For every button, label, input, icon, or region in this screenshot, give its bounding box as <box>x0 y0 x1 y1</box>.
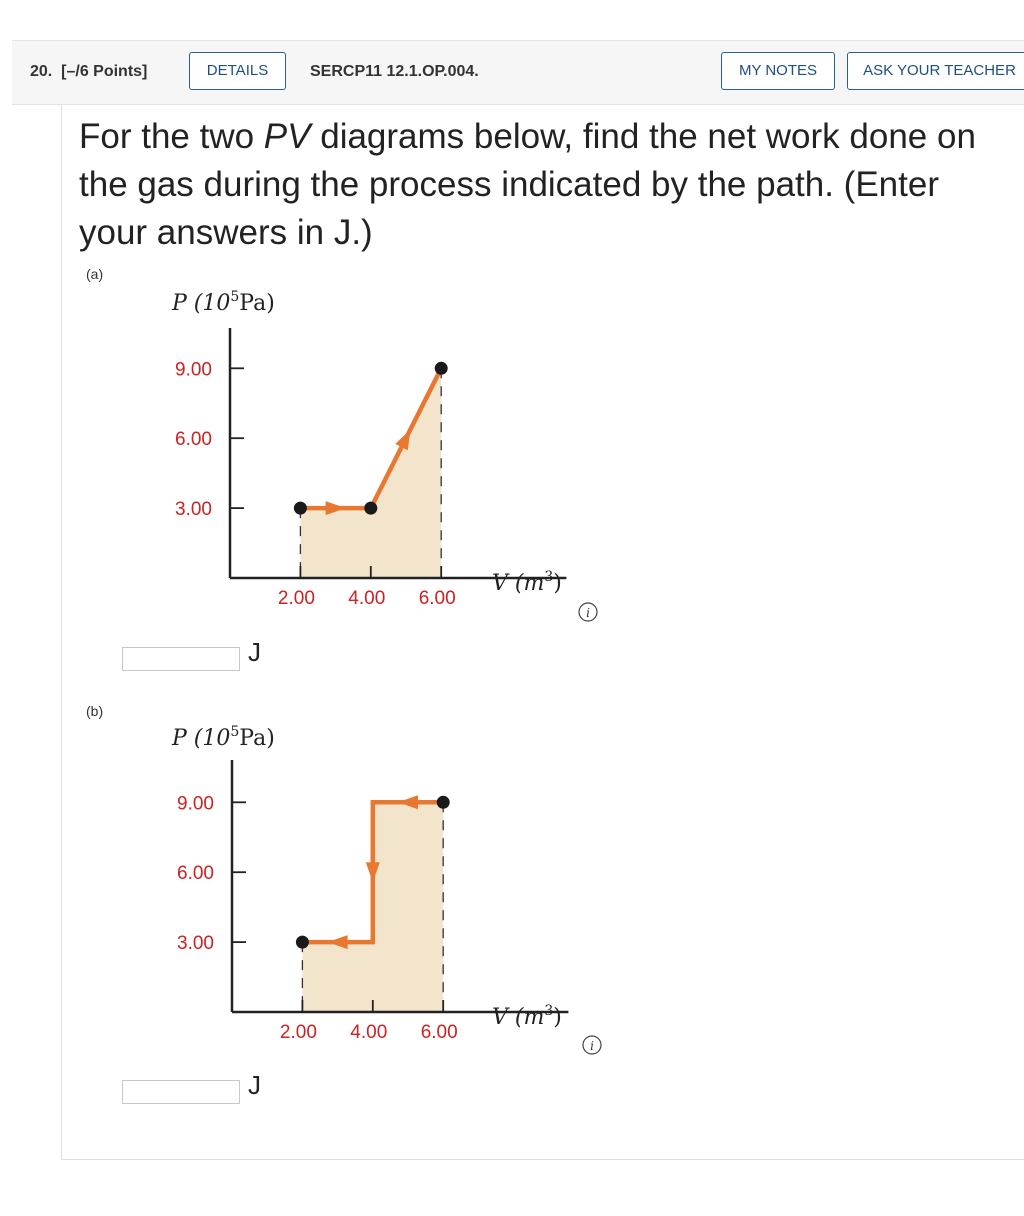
y-axis-label-base: P (10 <box>172 291 231 316</box>
question-text <box>79 113 1009 257</box>
y-axis-label-base: P (10 <box>172 726 231 751</box>
details-button[interactable]: DETAILS <box>189 52 286 90</box>
question-text-after: diagrams below, find the net work done on the gas during the process indicated by the path. (Enter your answers in J.) <box>79 117 976 252</box>
part-b-label: (b) <box>86 703 104 719</box>
my-notes-button[interactable]: MY NOTES <box>721 52 835 90</box>
info-icon-glyph: i <box>586 606 590 620</box>
state-point <box>296 936 309 949</box>
x-axis-label-base: V (m <box>492 571 545 596</box>
answer-input-a[interactable] <box>122 647 240 671</box>
question-points: [–/6 Points] <box>61 63 148 80</box>
work-area <box>300 368 441 578</box>
x-tick-label: 2.00 <box>277 588 315 609</box>
info-icon[interactable] <box>583 1036 601 1054</box>
y-tick-label: 6.00 <box>177 863 214 885</box>
question-text-pv: PV <box>263 117 311 156</box>
question-number: 20. <box>30 63 53 80</box>
info-icon[interactable] <box>579 603 597 621</box>
answer-unit-b: J <box>248 1070 261 1100</box>
info-icon-glyph: i <box>590 1039 594 1053</box>
state-point <box>364 502 377 515</box>
x-axis-label-end: ) <box>553 571 562 596</box>
y-tick-label: 6.00 <box>175 429 212 451</box>
y-tick-label: 9.00 <box>177 793 214 815</box>
y-axis-label <box>171 289 275 316</box>
y-axis-label-sup: 5 <box>230 289 240 305</box>
question-number-and-points <box>30 63 147 81</box>
state-point <box>294 502 307 515</box>
x-tick-label: 6.00 <box>418 588 456 609</box>
question-header <box>12 40 1024 105</box>
state-point <box>437 796 450 809</box>
part-a-label: (a) <box>86 266 104 282</box>
y-axis-label <box>171 724 275 751</box>
pv-diagram-b <box>150 704 610 1074</box>
x-axis-label-end: ) <box>553 1005 562 1030</box>
question-code: SERCP11 12.1.OP.004. <box>310 63 479 80</box>
answer-input-b[interactable] <box>122 1080 240 1104</box>
x-axis-label-sup: 3 <box>544 1003 554 1019</box>
ask-teacher-button[interactable]: ASK YOUR TEACHER <box>847 52 1024 90</box>
x-tick-label: 2.00 <box>279 1022 317 1043</box>
answer-unit-a: J <box>248 637 261 667</box>
x-tick-label: 6.00 <box>420 1022 458 1043</box>
y-tick-label: 3.00 <box>175 499 212 521</box>
y-axis-label-end: Pa) <box>239 291 275 316</box>
state-point <box>435 362 448 375</box>
y-axis-label-end: Pa) <box>239 726 275 751</box>
x-tick-label: 4.00 <box>348 588 386 609</box>
y-axis-label-sup: 5 <box>230 724 240 740</box>
y-tick-label: 3.00 <box>177 933 214 955</box>
question-text-before: For the two <box>79 117 264 156</box>
x-axis-label-sup: 3 <box>544 569 554 585</box>
x-axis-label <box>492 1003 562 1030</box>
y-tick-label: 9.00 <box>175 359 212 381</box>
x-axis-label-base: V (m <box>492 1005 545 1030</box>
x-tick-label: 4.00 <box>350 1022 388 1043</box>
pv-diagram-a <box>150 270 610 640</box>
x-axis-label <box>492 569 562 596</box>
